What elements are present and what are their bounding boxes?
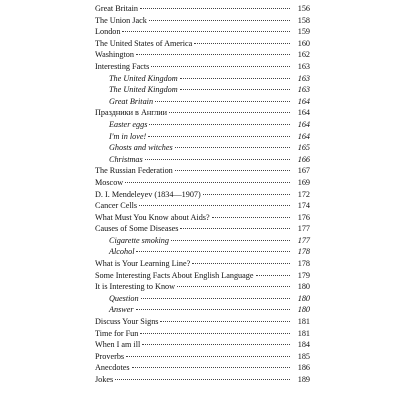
- toc-entry-page-number: 178: [297, 247, 310, 257]
- dot-leader: [132, 367, 290, 368]
- toc-entry-page-number: 163: [297, 61, 310, 71]
- toc-entry-title: Answer: [109, 305, 134, 315]
- toc-entry-page-number: 166: [297, 154, 310, 164]
- toc-entry-title: The United Kingdom: [109, 85, 178, 95]
- toc-entry: [95, 107, 310, 119]
- toc-entry-title: The United Kingdom: [109, 73, 178, 83]
- toc-entry-title: Causes of Some Diseases: [95, 224, 179, 234]
- toc-entry-page-number: 181: [297, 317, 310, 327]
- toc-entry-title: Christmas: [109, 154, 143, 164]
- toc-entry: [95, 246, 310, 258]
- dot-leader: [141, 298, 290, 299]
- toc-entry: [95, 304, 310, 316]
- dot-leader: [142, 344, 290, 345]
- dot-leader: [169, 112, 290, 113]
- dot-leader: [140, 8, 290, 9]
- toc-entry-title: Alcohol: [109, 247, 135, 257]
- toc-entry-page-number: 180: [297, 293, 310, 303]
- toc-entry-page-number: 164: [297, 119, 310, 129]
- toc-entry-title: Great Britain: [95, 4, 138, 13]
- dot-leader: [256, 275, 291, 276]
- toc-entry: [95, 223, 310, 235]
- toc-entry: [95, 362, 310, 374]
- toc-entry-title: Праздники в Англии: [95, 108, 168, 118]
- dot-leader: [180, 228, 290, 229]
- toc-entry-title: Cancer Cells: [95, 201, 138, 211]
- toc-entry-page-number: 172: [297, 189, 310, 199]
- dot-leader: [139, 205, 290, 206]
- dot-leader: [149, 124, 290, 125]
- dot-leader: [212, 217, 290, 218]
- toc-entry: [95, 38, 310, 50]
- toc-entry-page-number: 169: [297, 177, 310, 187]
- dot-leader: [151, 66, 290, 67]
- toc-entry: [95, 258, 310, 270]
- toc-entry: [95, 374, 310, 386]
- dot-leader: [149, 20, 290, 21]
- toc-entry: [95, 15, 310, 27]
- toc-entry-title: Proverbs: [95, 351, 125, 361]
- toc-entry-title: The Union Jack: [95, 15, 147, 25]
- toc-entry: [95, 165, 310, 177]
- dot-leader: [122, 31, 290, 32]
- dot-leader: [136, 309, 290, 310]
- toc-entry-page-number: 165: [297, 143, 310, 153]
- toc-entry: [95, 73, 310, 85]
- toc-entry-title: Some Interesting Facts About English Language: [95, 270, 254, 280]
- dot-leader: [136, 54, 290, 55]
- toc-entry-title: Interesting Facts: [95, 61, 150, 71]
- toc-entry-title: D. I. Mendeleyev (1834—1907): [95, 189, 201, 199]
- toc-entry-page-number: 163: [297, 85, 310, 95]
- toc-entry-title: What Must You Know about Aids?: [95, 212, 210, 222]
- dot-leader: [192, 263, 290, 264]
- toc-entry-page-number: 160: [297, 38, 310, 48]
- dot-leader: [115, 379, 290, 380]
- toc-entry-title: Question: [109, 293, 139, 303]
- toc-entry: [95, 293, 310, 305]
- dot-leader: [140, 333, 290, 334]
- toc-entry-page-number: 156: [297, 4, 310, 13]
- toc-entry-page-number: 189: [297, 375, 310, 384]
- toc-entry: [95, 351, 310, 363]
- dot-leader: [203, 194, 290, 195]
- toc-entry-title: Jokes: [95, 375, 114, 384]
- toc-entry: [95, 281, 310, 293]
- toc-entry-page-number: 159: [297, 27, 310, 37]
- dot-leader: [125, 182, 290, 183]
- toc-entry-title: Cigarette smoking: [109, 235, 169, 245]
- toc-entry-title: Ghosts and witches: [109, 143, 173, 153]
- toc-entry-page-number: 162: [297, 50, 310, 60]
- toc-entry-page-number: 184: [297, 340, 310, 350]
- dot-leader: [175, 147, 290, 148]
- toc-entry: [95, 26, 310, 38]
- toc-entry: [95, 119, 310, 131]
- dot-leader: [180, 89, 290, 90]
- dot-leader: [126, 356, 290, 357]
- dot-leader: [136, 251, 290, 252]
- toc-entry: [95, 177, 310, 189]
- toc-entry-title: Anecdotes: [95, 363, 130, 373]
- toc-entry-title: Moscow: [95, 177, 124, 187]
- toc-entry: [95, 235, 310, 247]
- toc-entry-page-number: 177: [297, 235, 310, 245]
- toc-entry-title: I'm in love!: [109, 131, 147, 141]
- toc-entry-page-number: 179: [297, 270, 310, 280]
- toc-entry-title: Time for Fun: [95, 328, 139, 338]
- toc-entry: [95, 212, 310, 224]
- toc-entry-page-number: 180: [297, 305, 310, 315]
- toc-entry-page-number: 163: [297, 73, 310, 83]
- toc-entry: [95, 328, 310, 340]
- dot-leader: [171, 240, 290, 241]
- toc-entry-page-number: 185: [297, 351, 310, 361]
- dot-leader: [175, 170, 290, 171]
- toc-entry: [95, 142, 310, 154]
- toc-entry-title: It is Interesting to Know: [95, 282, 176, 292]
- dot-leader: [160, 321, 290, 322]
- toc-entry-page-number: 164: [297, 108, 310, 118]
- table-of-contents: [95, 3, 310, 386]
- toc-entry: [95, 84, 310, 96]
- toc-entry-title: What is Your Learning Line?: [95, 259, 191, 269]
- dot-leader: [194, 43, 290, 44]
- toc-entry-title: The Russian Federation: [95, 166, 173, 176]
- toc-entry-page-number: 158: [297, 15, 310, 25]
- dot-leader: [180, 78, 290, 79]
- toc-entry: [95, 154, 310, 166]
- toc-entry-title: The United States of America: [95, 38, 193, 48]
- toc-entry-page-number: 180: [297, 282, 310, 292]
- dot-leader: [177, 286, 290, 287]
- toc-entry-title: Easter eggs: [109, 119, 148, 129]
- toc-entry-page-number: 181: [297, 328, 310, 338]
- toc-entry-page-number: 164: [297, 96, 310, 106]
- toc-entry-page-number: 177: [297, 224, 310, 234]
- toc-entry-title: When I am ill: [95, 340, 141, 350]
- dot-leader: [148, 136, 290, 137]
- dot-leader: [145, 159, 290, 160]
- toc-entry-page-number: 164: [297, 131, 310, 141]
- toc-entry-title: London: [95, 27, 121, 37]
- toc-entry-page-number: 167: [297, 166, 310, 176]
- toc-entry: [95, 270, 310, 282]
- toc-entry: [95, 316, 310, 328]
- toc-entry-page-number: 178: [297, 259, 310, 269]
- toc-entry: [95, 49, 310, 61]
- toc-entry-title: Washington: [95, 50, 134, 60]
- toc-entry: [95, 96, 310, 108]
- toc-entry-title: Great Britain: [109, 96, 154, 106]
- toc-entry-page-number: 176: [297, 212, 310, 222]
- toc-entry-page-number: 186: [297, 363, 310, 373]
- toc-entry: [95, 339, 310, 351]
- toc-entry: [95, 61, 310, 73]
- toc-entry: [95, 200, 310, 212]
- dot-leader: [155, 101, 290, 102]
- toc-entry: [95, 131, 310, 143]
- toc-entry-title: Discuss Your Signs: [95, 317, 159, 327]
- toc-entry: [95, 3, 310, 15]
- toc-entry: [95, 189, 310, 201]
- toc-entry-page-number: 174: [297, 201, 310, 211]
